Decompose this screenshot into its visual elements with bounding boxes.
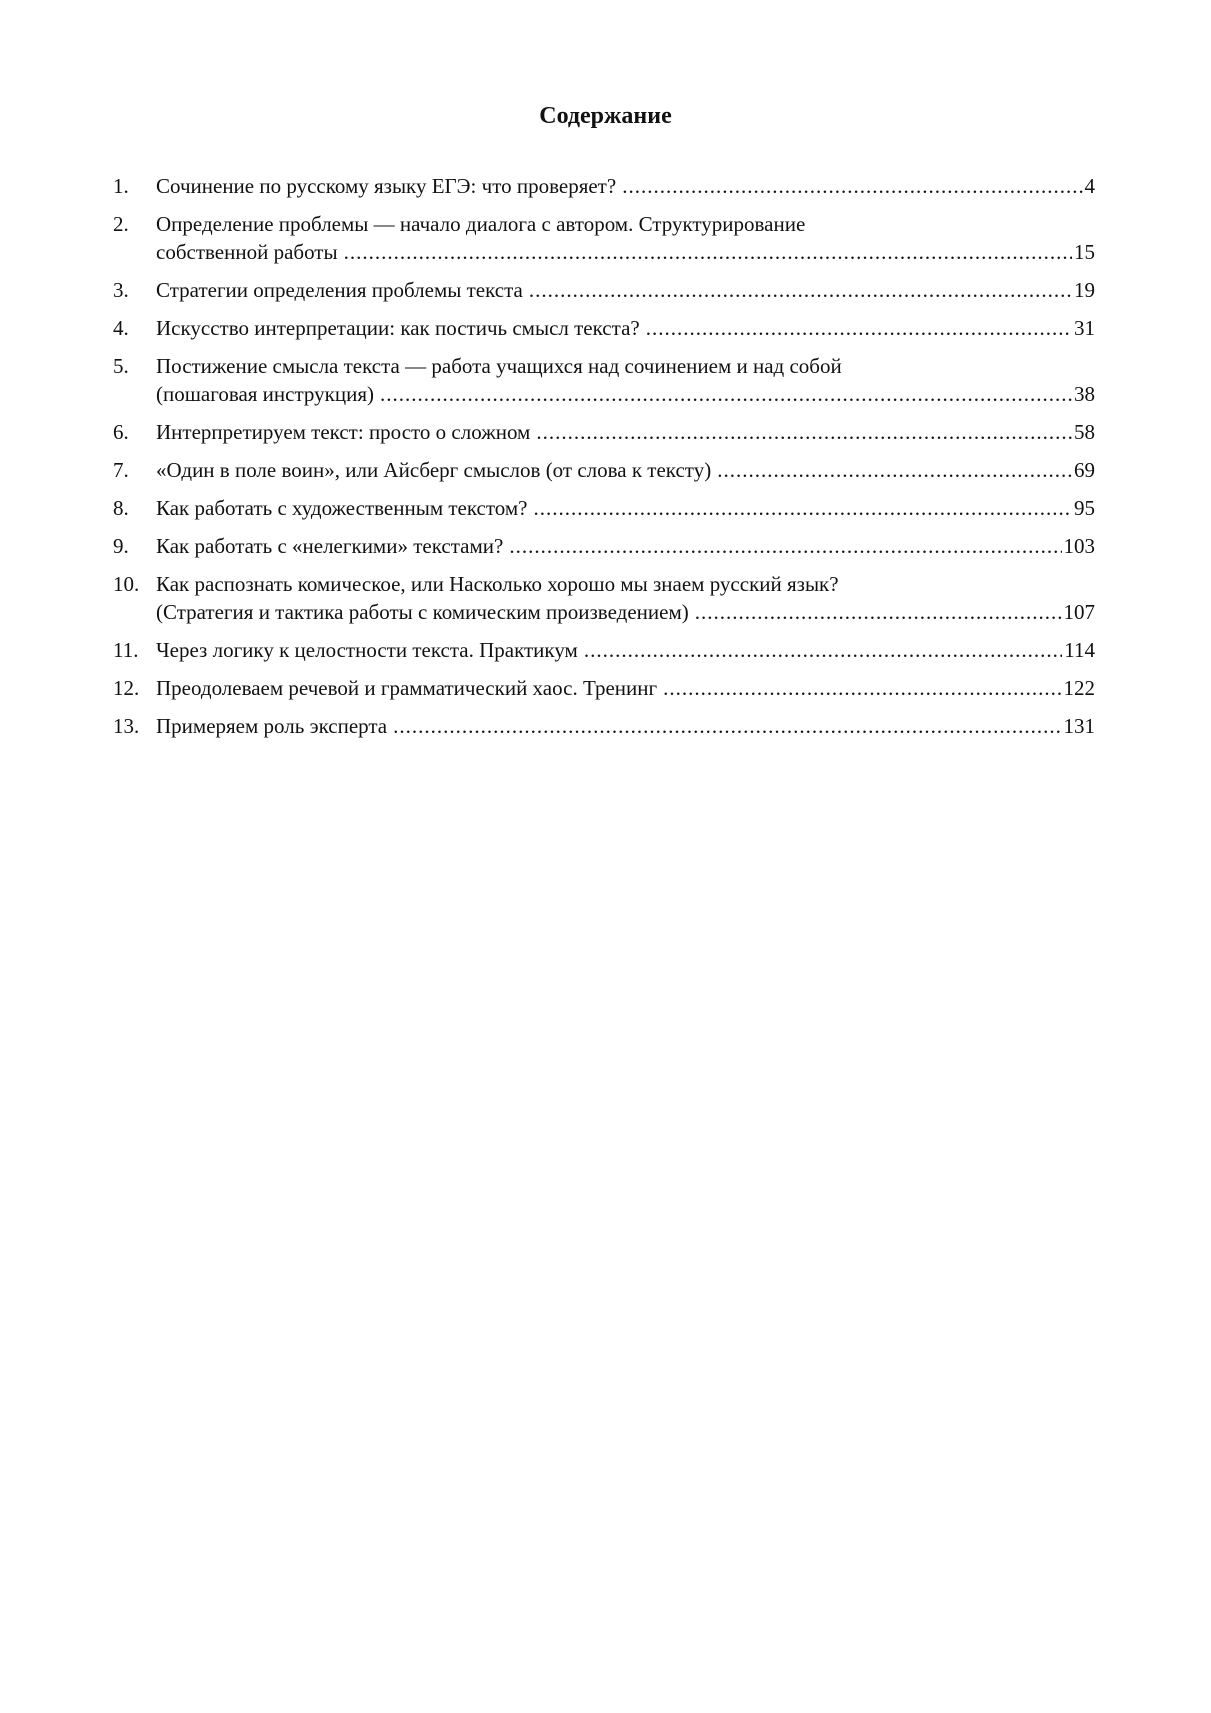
- table-of-contents: [113, 172, 1095, 750]
- toc-page-number: 15: [1074, 240, 1095, 264]
- toc-title: Примеряем роль эксперта: [156, 714, 388, 738]
- toc-number: 2.: [113, 212, 129, 236]
- toc-number: 5.: [113, 354, 129, 378]
- toc-title-continued: (Стратегия и тактика работы с комическим произведением): [156, 600, 689, 624]
- toc-entry[interactable]: [113, 712, 1095, 740]
- toc-entry[interactable]: [113, 418, 1095, 446]
- toc-page-number: 131: [1063, 714, 1095, 738]
- dot-leader: [533, 494, 1072, 522]
- toc-title: Постижение смысла текста — работа учащихся над сочинением и над собой: [156, 354, 842, 378]
- toc-number: 1.: [113, 174, 129, 198]
- toc-number: 11.: [113, 638, 139, 662]
- toc-title: Через логику к целостности текста. Практикум: [156, 638, 578, 662]
- toc-entry[interactable]: [113, 570, 1095, 626]
- toc-page-number: 4: [1084, 174, 1095, 198]
- toc-entry[interactable]: [113, 636, 1095, 664]
- toc-number: 10.: [113, 572, 140, 596]
- dot-leader: [529, 276, 1072, 304]
- toc-entry[interactable]: [113, 532, 1095, 560]
- toc-number: 4.: [113, 316, 129, 340]
- toc-entry[interactable]: [113, 172, 1095, 200]
- toc-entry[interactable]: [113, 456, 1095, 484]
- dot-leader: [344, 238, 1072, 266]
- toc-entry[interactable]: [113, 276, 1095, 304]
- toc-page-number: 122: [1063, 676, 1095, 700]
- toc-page-number: 38: [1074, 382, 1095, 406]
- toc-number: 13.: [113, 714, 140, 738]
- toc-entry[interactable]: [113, 494, 1095, 522]
- toc-title-continued: собственной работы: [156, 240, 338, 264]
- toc-page-number: 114: [1064, 638, 1095, 662]
- toc-title-continued: (пошаговая инструкция): [156, 382, 374, 406]
- toc-number: 3.: [113, 278, 129, 302]
- toc-title: Определение проблемы — начало диалога с автором. Структурирование: [156, 212, 806, 236]
- toc-title: Как работать с художественным текстом?: [156, 496, 528, 520]
- toc-title: Стратегии определения проблемы текста: [156, 278, 523, 302]
- toc-title: Интерпретируем текст: просто о сложном: [156, 420, 531, 444]
- dot-leader: [393, 712, 1061, 740]
- toc-entry[interactable]: [113, 352, 1095, 408]
- dot-leader: [536, 418, 1072, 446]
- dot-leader: [509, 532, 1061, 560]
- toc-entry[interactable]: [113, 314, 1095, 342]
- toc-entry[interactable]: [113, 674, 1095, 702]
- toc-page-number: 95: [1074, 496, 1095, 520]
- toc-number: 6.: [113, 420, 129, 444]
- toc-number: 9.: [113, 534, 129, 558]
- toc-entry[interactable]: [113, 210, 1095, 266]
- toc-title: Сочинение по русскому языку ЕГЭ: что проверяет?: [156, 174, 617, 198]
- dot-leader: [380, 380, 1072, 408]
- dot-leader: [663, 674, 1061, 702]
- toc-title: Преодолеваем речевой и грамматический хаос. Тренинг: [156, 676, 658, 700]
- dot-leader: [695, 598, 1062, 626]
- toc-number: 12.: [113, 676, 140, 700]
- toc-page-number: 103: [1063, 534, 1095, 558]
- dot-leader: [622, 172, 1082, 200]
- page-title: Содержание: [539, 103, 672, 129]
- toc-page-number: 58: [1074, 420, 1095, 444]
- toc-page-number: 69: [1074, 458, 1095, 482]
- toc-title: Как распознать комическое, или Насколько хорошо мы знаем русский язык?: [156, 572, 839, 596]
- dot-leader: [584, 636, 1062, 664]
- toc-title: Как работать с «нелегкими» текстами?: [156, 534, 504, 558]
- toc-title: «Один в поле воин», или Айсберг смыслов (от слова к тексту): [156, 458, 712, 482]
- toc-number: 8.: [113, 496, 129, 520]
- toc-title: Искусство интерпретации: как постичь смысл текста?: [156, 316, 640, 340]
- dot-leader: [646, 314, 1072, 342]
- dot-leader: [717, 456, 1072, 484]
- toc-page-number: 107: [1063, 600, 1095, 624]
- toc-page-number: 31: [1074, 316, 1095, 340]
- toc-page-number: 19: [1074, 278, 1095, 302]
- toc-number: 7.: [113, 458, 129, 482]
